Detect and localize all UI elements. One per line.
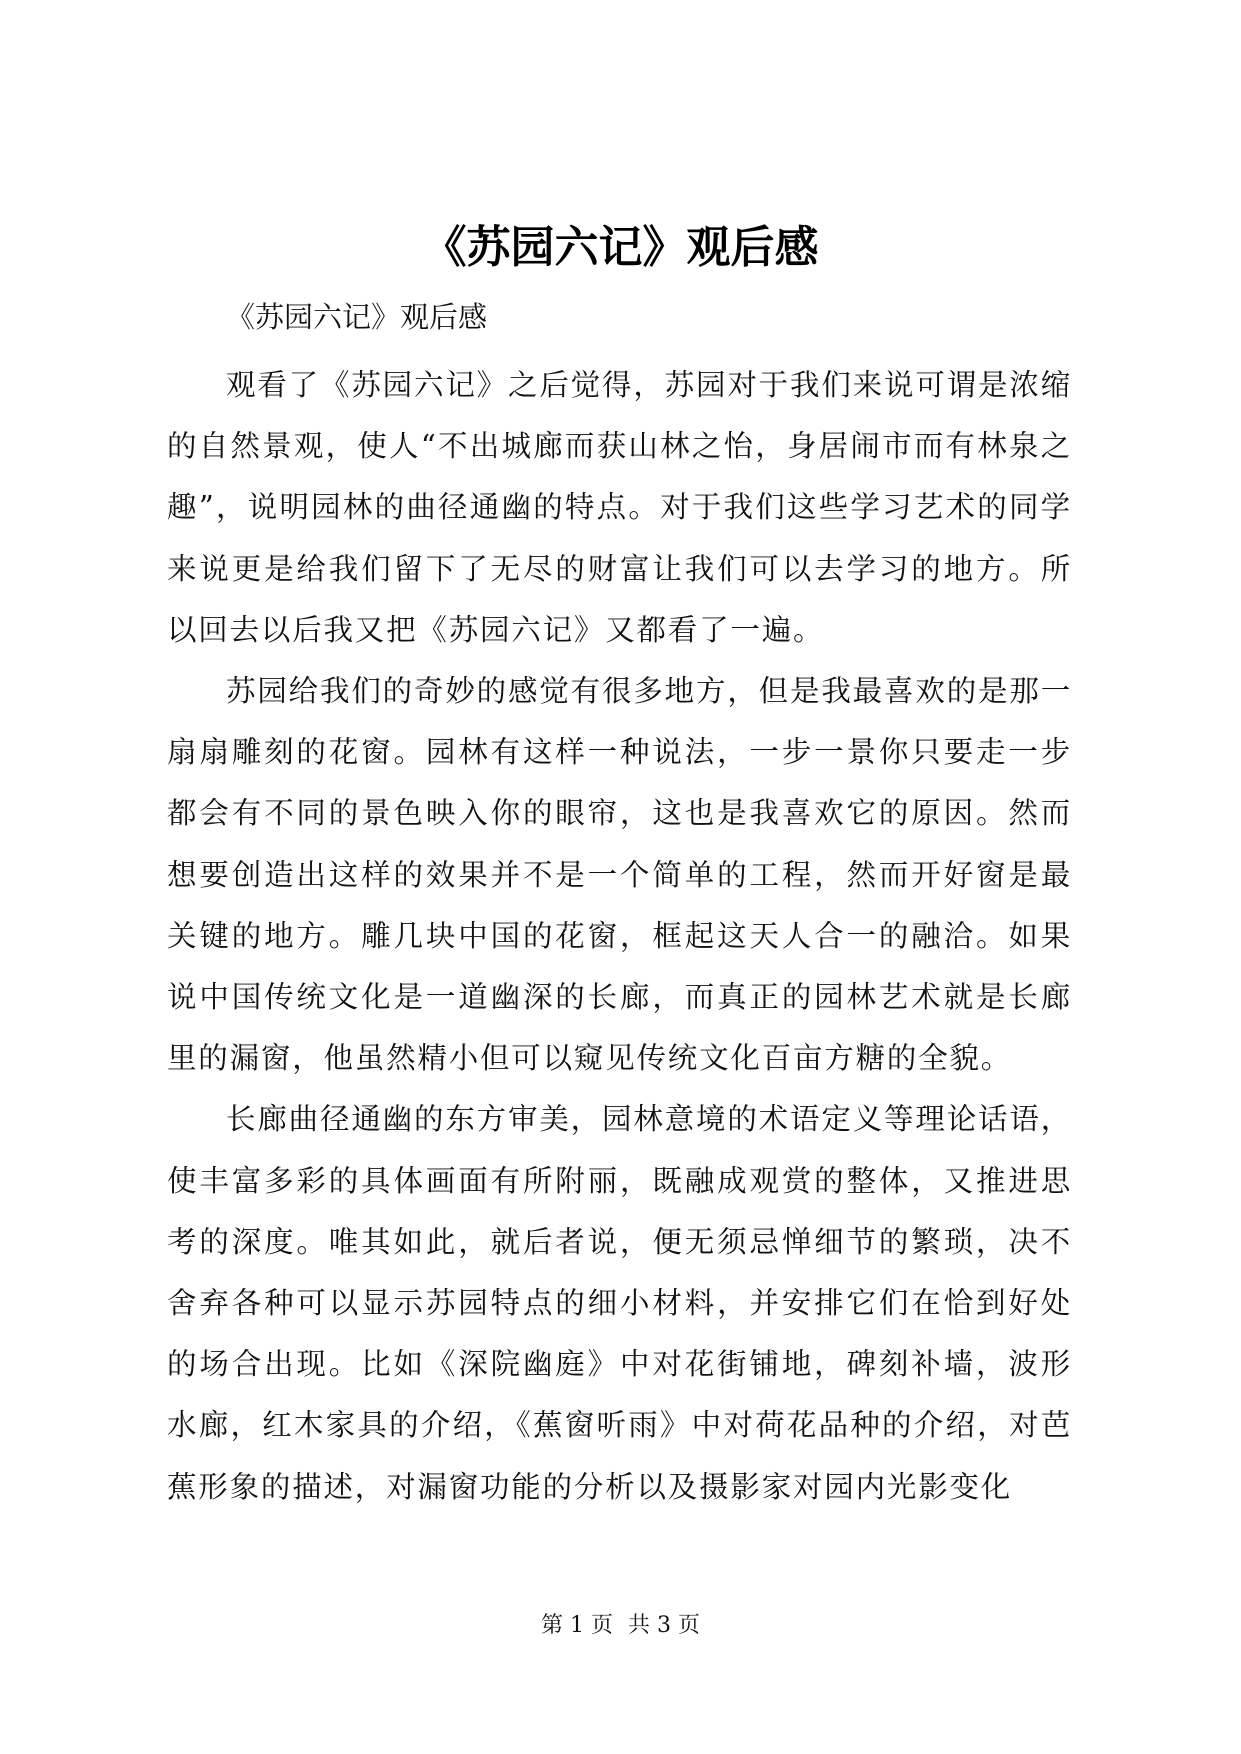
paragraph-2: 苏园给我们的奇妙的感觉有很多地方，但是我最喜欢的是那一扇扇雕刻的花窗。园林有这样一种说法，一步一景你只要走一步都会有不同的景色映入你的眼帘，这也是我喜欢它的原因。然而想要创造出这样的效果并不是一个简单的工程，然而开好窗是最关键的地方。雕几块中国的花窗，框起这天人合一的融洽。如果说中国传统文化是一道幽深的长廊，而真正的园林艺术就是长廊里的漏窗，他虽然精小但可以窥见传统文化百亩方糖的全貌。 (167, 674, 1072, 1076)
paragraph-1: 观看了《苏园六记》之后觉得，苏园对于我们来说可谓是浓缩的自然景观，使人“不出城廊而获山林之怡，身居闹市而有林泉之趣”，说明园林的曲径通幽的特点。对于我们这些学习艺术的同学来说更是给我们留下了无尽的财富让我们可以去学习的地方。所以回去以后我又把《苏园六记》又都看了一遍。 (167, 368, 1072, 647)
page-total: 共 3 页 (628, 1613, 700, 1638)
document-body (167, 355, 1072, 1518)
document-title: 《苏园六记》观后感 (422, 222, 819, 273)
page-number: 第 1 页 (541, 1613, 613, 1638)
paragraph-3: 长廊曲径通幽的东方审美，园林意境的术语定义等理论话语，使丰富多彩的具体画面有所附丽，既融成观赏的整体，又推进思考的深度。唯其如此，就后者说，便无须忌惮细节的繁琐，决不舍弃各种可以显示苏园特点的细小材料，并安排它们在恰到好处的场合出现。比如《深院幽庭》中对花街铺地，碑刻补墙，波形水廊，红木家具的介绍，《蕉窗听雨》中对荷花品种的介绍，对芭蕉形象的描述，对漏窗功能的分析以及摄影家对园内光影变化 (167, 1102, 1072, 1504)
document-subtitle: 《苏园六记》观后感 (226, 300, 488, 334)
page-footer (0, 1611, 1241, 1641)
